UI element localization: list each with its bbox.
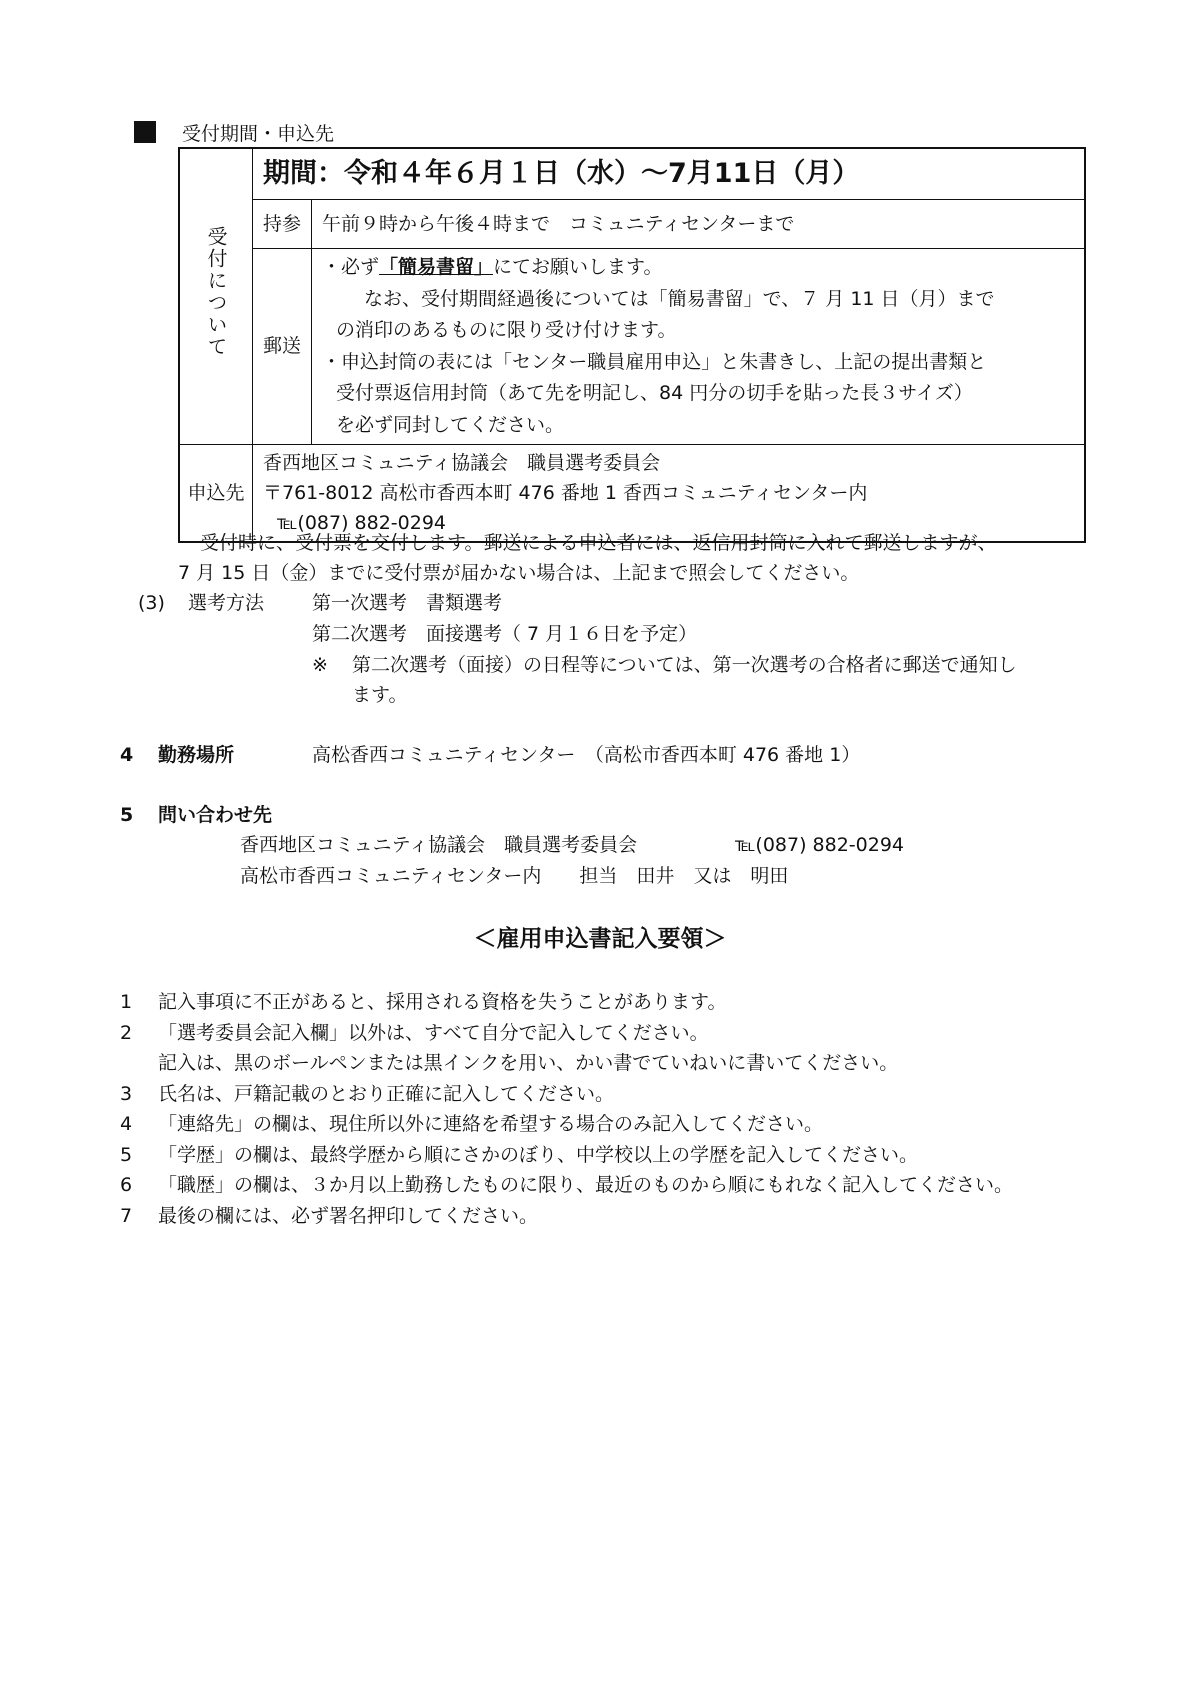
guide-title: ＜雇用申込書記入要領＞	[473, 926, 727, 952]
mail-line-1: ・必ず「簡易書留」にてお願いします。	[322, 256, 663, 278]
contact-num: 5	[120, 804, 134, 826]
selection-num: (3)	[138, 592, 165, 614]
workplace-value: 高松香西コミュニティセンター （高松市香西本町 476 番地 1）	[312, 744, 861, 766]
selection-note-line-1: 第二次選考（面接）の日程等については、第一次選考の合格者に郵送で通知し	[352, 654, 1017, 676]
guide-list	[120, 987, 1013, 1231]
mail-line-5: 受付票返信用封筒（あて先を明記し、84 円分の切手を貼った長３サイズ）	[336, 382, 973, 404]
jisan-label: 持参	[253, 200, 312, 249]
mail-line-3: の消印のあるものに限り受け付けます。	[336, 319, 677, 341]
section-header	[134, 120, 334, 149]
mail-label: 郵送	[253, 249, 312, 445]
contact-tel: ℡(087) 882-0294	[735, 834, 905, 856]
jisan-text: 午前９時から午後４時まで コミュニティセンターまで	[312, 200, 1086, 249]
guide-item-2: 2 「選考委員会記入欄」以外は、すべて自分で記入してください。	[120, 1021, 709, 1044]
contact-line-2: 高松市香西コミュニティセンター内 担当 田井 又は 明田	[240, 865, 789, 887]
apply-details	[253, 445, 1086, 543]
note-line-2: 7 月 15 日（金）までに受付票が届かない場合は、上記まで照会してください。	[178, 562, 860, 584]
mail-details	[312, 249, 1086, 445]
reception-side-label-cell	[179, 148, 253, 445]
contact-label: 問い合わせ先	[158, 804, 273, 826]
guide-item-5: 5 「学歴」の欄は、最終学歴から順にさかのぼり、中学校以上の学歴を記入してください。	[120, 1143, 919, 1166]
reception-side-label: 受付について	[204, 226, 228, 359]
contact-line-1: 香西地区コミュニティ協議会 職員選考委員会	[240, 834, 638, 856]
apply-tel: ℡(087) 882-0294	[277, 512, 447, 534]
guide-item-6: 6 「職歴」の欄は、３か月以上勤務したものに限り、最近のものから順にもれなく記入してください。	[120, 1174, 1014, 1196]
apply-line-1: 香西地区コミュニティ協議会 職員選考委員会	[263, 452, 661, 474]
note-line-1: 受付時に、受付票を交付します。郵送による申込者には、返信用封筒に入れて郵送しますが、	[200, 532, 997, 554]
apply-line-2: 〒761-8012 高松市香西本町 476 番地 1 香西コミュニティセンター内	[263, 482, 868, 504]
mail-line-6: を必ず同封してください。	[336, 413, 565, 436]
apply-label: 申込先	[179, 445, 253, 543]
section-header-text: 受付期間・申込先	[182, 123, 335, 145]
guide-item-4: 4 「連絡先」の欄は、現住所以外に連絡を希望する場合のみ記入してください。	[120, 1113, 824, 1135]
reception-period: 期間：令和４年６月１日（水）～7月11日（月）	[253, 148, 1086, 200]
selection-note-line-2: ます。	[352, 684, 408, 706]
square-bullet-icon	[134, 121, 156, 143]
selection-second: 第二次選考 面接選考（ 7 月１６日を予定）	[312, 623, 698, 645]
selection-first: 第一次選考 書類選考	[312, 592, 503, 614]
reception-table	[178, 147, 1086, 543]
simplified-registered-mail: 「簡易書留」	[379, 256, 494, 278]
guide-item-3: 3 氏名は、戸籍記載のとおり正確に記入してください。	[120, 1082, 615, 1105]
mail-line-2: なお、受付期間経過後については「簡易書留」で、７ 月 11 日（月）まで	[364, 287, 995, 310]
guide-item-7: 7 最後の欄には、必ず署名押印してください。	[120, 1204, 539, 1227]
workplace-num: 4	[120, 744, 134, 766]
mail-line-4: ・申込封筒の表には「センター職員雇用申込」と朱書きし、上記の提出書類と	[322, 350, 987, 373]
selection-label: 選考方法	[188, 592, 265, 614]
guide-item-1: 1 記入事項に不正があると、採用される資格を失うことがあります。	[120, 991, 727, 1013]
workplace-label: 勤務場所	[158, 744, 235, 766]
guide-item-2-cont: 記入は、黒のボールペンまたは黒インクを用い、かい書でていねいに書いてください。	[158, 1052, 899, 1074]
selection-note-mark: ※	[312, 654, 328, 676]
